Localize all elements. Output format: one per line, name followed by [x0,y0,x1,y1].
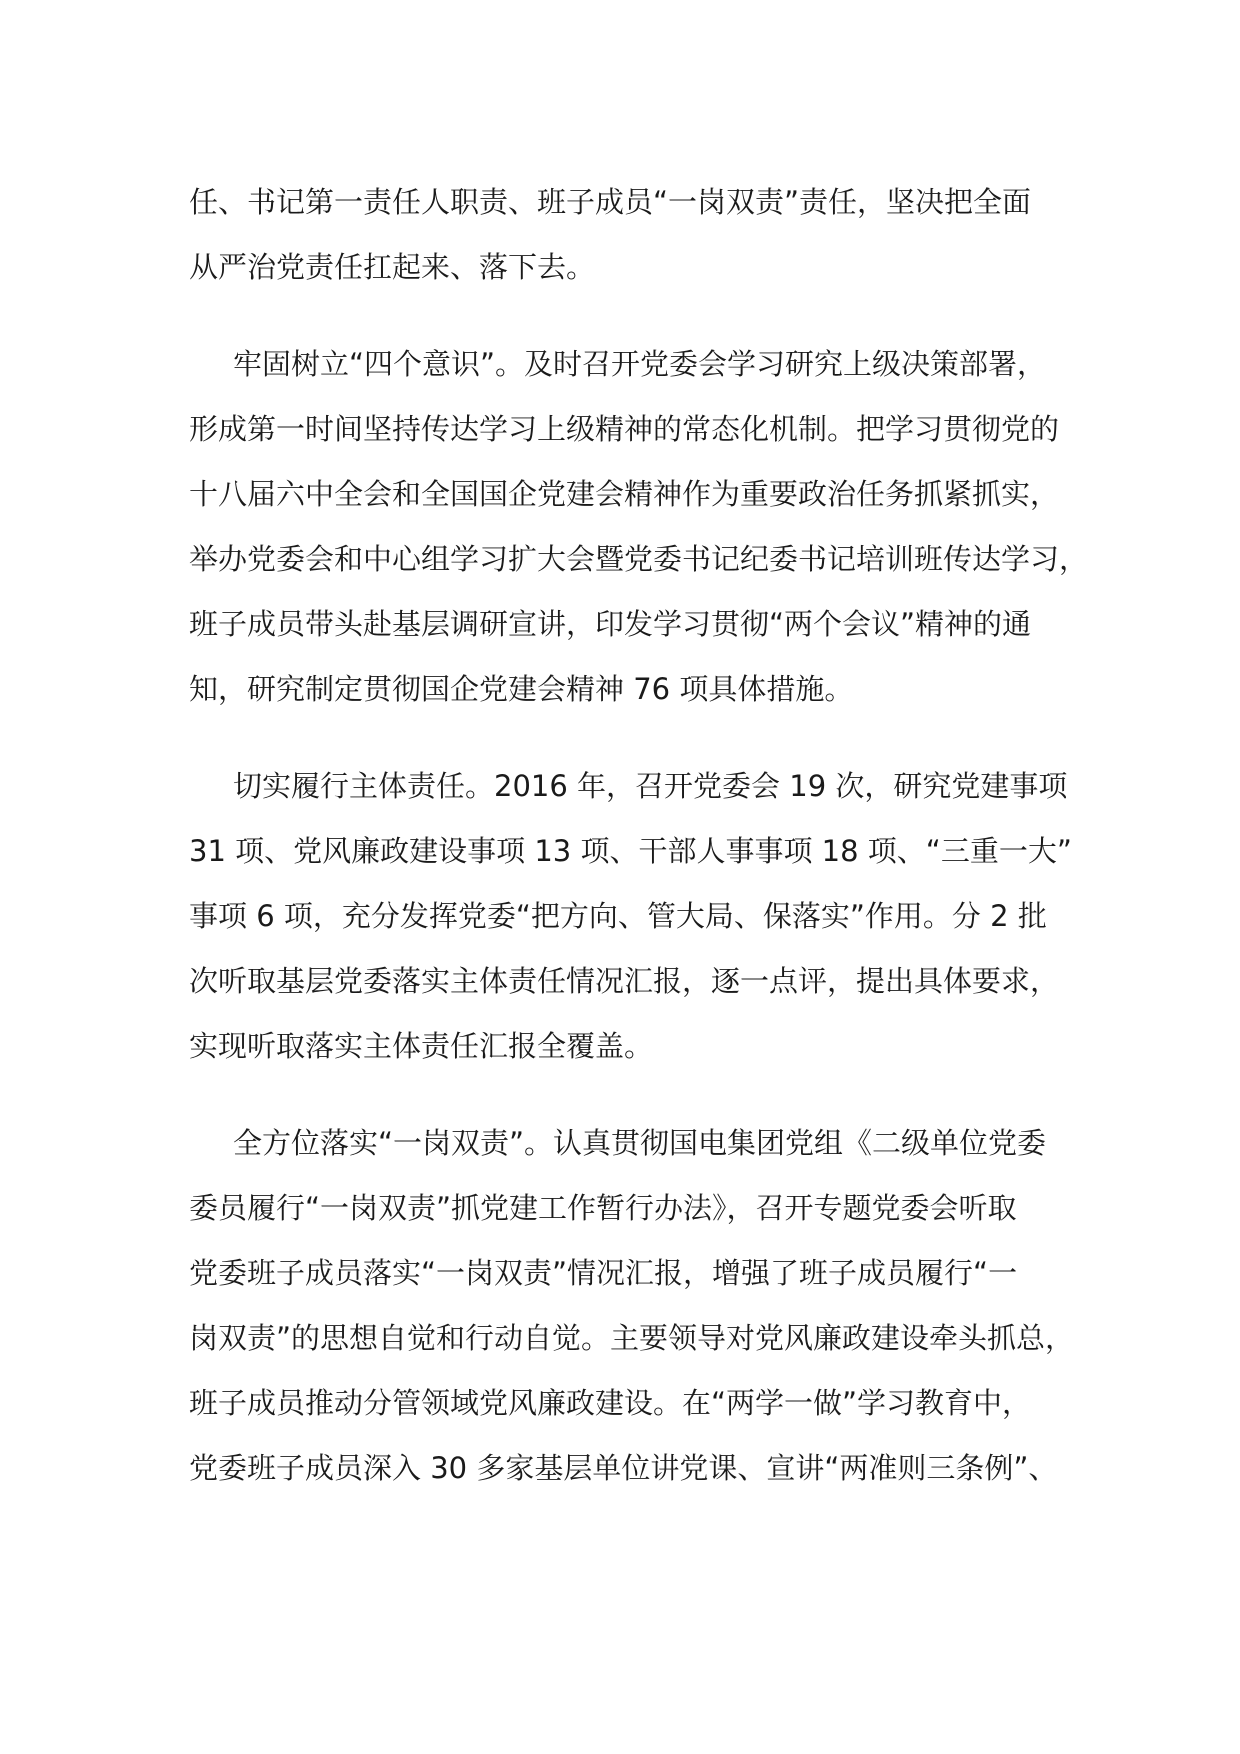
document-body [189,170,1089,1533]
text-line: 党委班子成员深入 30 多家基层单位讲党课、宣讲“两准则三条例”、 [189,1451,1058,1485]
paragraph-responsibility-continuation [189,170,1064,300]
text-line: 任、书记第一责任人职责、班子成员“一岗双责”责任，坚决把全面 [189,185,1032,219]
text-line: 切实履行主体责任。2016 年，召开党委会 19 次，研究党建事项 [233,769,1068,803]
text-line: 十八届六中全会和全国国企党建会精神作为重要政治任务抓紧抓实， [189,477,1060,511]
paragraph-main-responsibility [189,754,1072,1079]
paragraph-dual-responsibility [189,1111,1075,1501]
text-line: 全方位落实“一岗双责”。认真贯彻国电集团党组《二级单位党委 [233,1126,1047,1160]
text-line: 31 项、党风廉政建设事项 13 项、干部人事事项 18 项、“三重一大” [189,834,1072,868]
text-line: 岗双责”的思想自觉和行动自觉。主要领导对党风廉政建设牵头抓总， [189,1321,1075,1355]
text-line: 次听取基层党委落实主体责任情况汇报，逐一点评，提出具体要求， [189,964,1060,998]
text-line: 牢固树立“四个意识”。及时召开党委会学习研究上级决策部署， [233,347,1047,381]
text-line: 举办党委会和中心组学习扩大会暨党委书记纪委书记培训班传达学习， [189,542,1089,576]
text-line: 实现听取落实主体责任汇报全覆盖。 [189,1029,654,1063]
text-line: 委员履行“一岗双责”抓党建工作暂行办法》，召开专题党委会听取 [189,1191,1017,1225]
text-line: 班子成员推动分管领域党风廉政建设。在“两学一做”学习教育中， [189,1386,1032,1420]
text-line: 形成第一时间坚持传达学习上级精神的常态化机制。把学习贯彻党的 [189,412,1060,446]
text-line: 知，研究制定贯彻国企党建会精神 76 项具体措施。 [189,672,854,706]
paragraph-four-consciousness [189,332,1089,722]
text-line: 班子成员带头赴基层调研宣讲，印发学习贯彻“两个会议”精神的通 [189,607,1032,641]
text-line: 党委班子成员落实“一岗双责”情况汇报，增强了班子成员履行“一 [189,1256,1018,1290]
text-line: 从严治党责任扛起来、落下去。 [189,250,596,284]
text-line: 事项 6 项，充分发挥党委“把方向、管大局、保落实”作用。分 2 批 [189,899,1047,933]
